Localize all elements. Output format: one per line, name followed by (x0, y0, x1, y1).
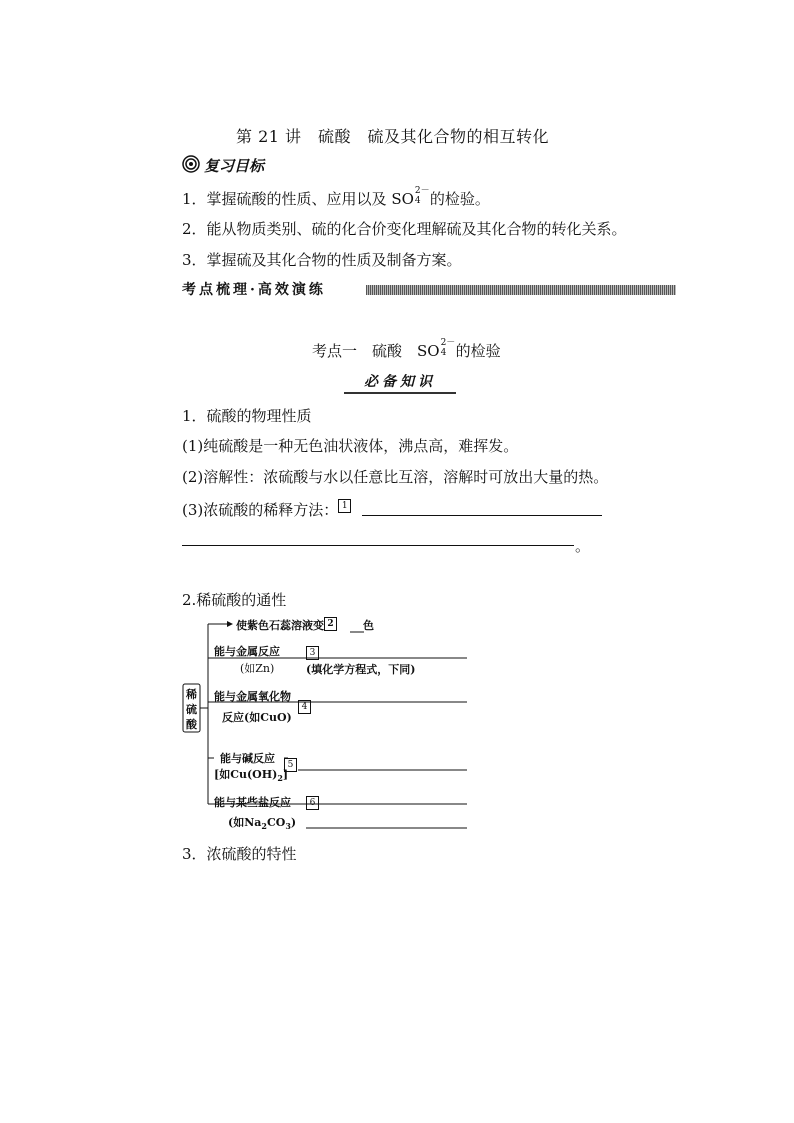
banner-bar (366, 285, 676, 295)
branch-5-line1: 能与某些盐反应 (214, 796, 291, 809)
branch-5-line2: (如$Na_2CO_3$) (228, 816, 297, 832)
branch-4-blank (284, 758, 297, 772)
branch-4-line2: [如$Cu(OH)_2$] (214, 768, 289, 784)
dilute-heading: 2.稀硫酸的通性 (182, 591, 287, 609)
page-title: 第 21 讲 硫酸 硫及其化合物的相互转化 (236, 127, 550, 146)
physical-p3: (3)浓硫酸的稀释方法： 1 (182, 499, 351, 520)
branch-3-blank (298, 700, 311, 714)
blank-line-1-cont[interactable] (182, 545, 574, 546)
blank-number-5: 5 (284, 758, 297, 772)
goal-item-2: 2．能从物质类别、硫的化合价变化理解硫及其化合物的转化关系。 (182, 220, 627, 238)
branch-3-line2: 反应(如CuO) (222, 711, 292, 724)
branch-2-note: (填化学方程式，下同) (306, 663, 416, 676)
concentrated-heading: 3．浓硫酸的特性 (182, 845, 297, 863)
branch-2-line1: 能与金属反应 (214, 645, 280, 658)
section-banner (182, 281, 676, 299)
branch-3-line1: 能与金属氧化物 (214, 690, 291, 703)
blank-number-2: 2 (324, 617, 337, 631)
target-icon (182, 155, 200, 173)
blank-line-1[interactable] (362, 515, 602, 516)
blank-number-1: 1 (338, 499, 351, 513)
review-goals-label: 复习目标 (204, 157, 265, 175)
dilute-acid-diagram (180, 612, 480, 832)
goal-item-3: 3．掌握硫及其化合物的性质及制备方案。 (182, 251, 462, 269)
branch-2-blank (306, 646, 319, 660)
physical-p2: (2)溶解性：浓硫酸与水以任意比互溶，溶解时可放出大量的热。 (182, 468, 609, 486)
blank-number-3: 3 (306, 646, 319, 660)
section-title: 考点一 硫酸 SO 2－ 4 的检验 (312, 338, 501, 360)
branch-5-blank (306, 796, 319, 810)
blank-number-6: 6 (306, 796, 319, 810)
period: 。 (575, 537, 591, 555)
essential-knowledge-header: 必备知识 (344, 371, 456, 395)
goal-item-1: 1．掌握硫酸的性质、应用以及 SO 2－ 4 的检验。 (182, 186, 490, 208)
branch-4-line1: 能与碱反应 (220, 752, 275, 765)
blank-number-4: 4 (298, 700, 311, 714)
physical-p1: (1)纯硫酸是一种无色油状液体，沸点高，难挥发。 (182, 437, 519, 455)
banner-label: 考点梳理·高效演练 (182, 282, 326, 298)
physical-heading: 1．硫酸的物理性质 (182, 407, 312, 425)
diagram-root: 稀 硫 酸 (186, 688, 197, 731)
branch-2-line2: (如Zn) (240, 662, 275, 675)
branch-1: 使紫色石蕊溶液变 2 色 (236, 619, 374, 632)
